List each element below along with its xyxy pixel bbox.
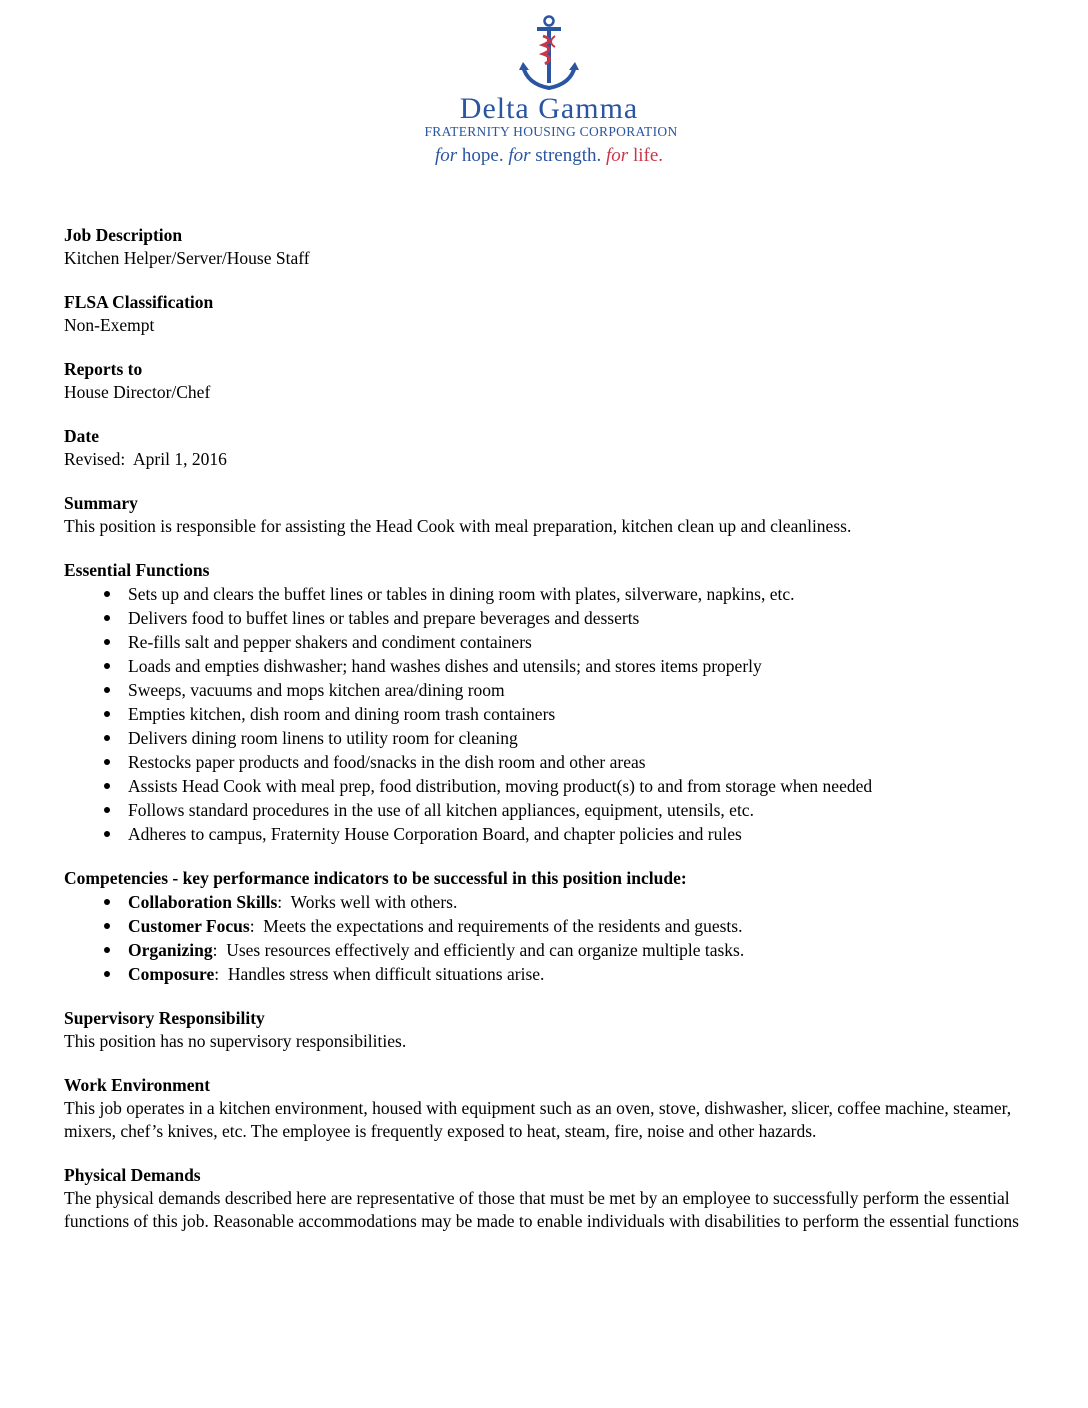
physical-demands-section	[64, 1164, 1034, 1233]
essential-functions-list	[64, 582, 1034, 846]
logo-subtitle: FRATERNITY HOUSING CORPORATION	[424, 124, 678, 139]
job-description-section	[64, 224, 1034, 270]
section-heading: Supervisory Responsibility	[64, 1008, 265, 1028]
list-item: Re-fills salt and pepper shakers and condiment containers	[64, 630, 1034, 654]
flsa-value: Non-Exempt	[64, 315, 155, 335]
summary-section	[64, 492, 1034, 538]
list-item: Restocks paper products and food/snacks in the dish room and other areas	[64, 750, 1034, 774]
competency-term: Organizing	[128, 940, 213, 960]
physical-demands-text: The physical demands described here are representative of those that must be met by an employee to successfully perform the essential functions of this job. Reasonable accommodations may be made to enable individuals with disabilities to perform the essential functions	[64, 1188, 1019, 1231]
flsa-section	[64, 291, 1034, 337]
list-item: Assists Head Cook with meal prep, food distribution, moving product(s) to and from storage when needed	[64, 774, 1034, 798]
document-body	[64, 224, 1034, 1254]
list-item: Adheres to campus, Fraternity House Corporation Board, and chapter policies and rules	[64, 822, 1034, 846]
summary-text: This position is responsible for assisting the Head Cook with meal preparation, kitchen clean up and cleanliness.	[64, 516, 852, 536]
competency-term: Collaboration Skills	[128, 892, 278, 912]
date-value: Revised: April 1, 2016	[64, 449, 227, 469]
work-environment-section	[64, 1074, 1034, 1143]
section-heading: Essential Functions	[64, 560, 210, 580]
list-item: Loads and empties dishwasher; hand washes dishes and utensils; and stores items properly	[64, 654, 1034, 678]
competencies-section	[64, 867, 1034, 986]
reports-to-section	[64, 358, 1034, 404]
list-item	[64, 890, 1034, 914]
supervisory-text: This position has no supervisory responsibilities.	[64, 1031, 407, 1051]
logo-tagline: for hope. for strength. for life.	[434, 145, 664, 166]
competencies-list	[64, 890, 1034, 986]
list-item: Delivers food to buffet lines or tables and prepare beverages and desserts	[64, 606, 1034, 630]
section-heading: Physical Demands	[64, 1165, 201, 1185]
section-heading: Competencies - key performance indicators to be successful in this position include:	[64, 868, 687, 888]
list-item	[64, 914, 1034, 938]
essential-functions-section	[64, 559, 1034, 846]
list-item: Sets up and clears the buffet lines or tables in dining room with plates, silverware, napkins, etc.	[64, 582, 1034, 606]
date-section	[64, 425, 1034, 471]
competency-desc: : Uses resources effectively and efficiently and can organize multiple tasks.	[212, 940, 745, 960]
section-heading: Work Environment	[64, 1075, 211, 1095]
list-item	[64, 938, 1034, 962]
section-heading: Date	[64, 426, 99, 446]
list-item: Empties kitchen, dish room and dining room trash containers	[64, 702, 1034, 726]
section-heading: FLSA Classification	[64, 292, 214, 312]
section-heading: Summary	[64, 493, 138, 513]
section-heading: Job Description	[64, 225, 183, 245]
list-item	[64, 962, 1034, 986]
list-item: Follows standard procedures in the use of all kitchen appliances, equipment, utensils, etc.	[64, 798, 1034, 822]
list-item: Delivers dining room linens to utility room for cleaning	[64, 726, 1034, 750]
logo-name: Delta Gamma	[459, 92, 639, 125]
competency-desc: : Handles stress when difficult situations arise.	[214, 964, 545, 984]
supervisory-section	[64, 1007, 1034, 1053]
work-environment-text: This job operates in a kitchen environment, housed with equipment such as an oven, stove, dishwasher, slicer, coffee machine, steamer, mixers, chef’s knives, etc. The employee is frequently exposed to heat, steam, fire, noise and other hazards.	[64, 1098, 1012, 1141]
job-title: Kitchen Helper/Server/House Staff	[64, 248, 310, 268]
delta-gamma-logo	[0, 14, 1088, 170]
reports-to-value: House Director/Chef	[64, 382, 211, 402]
competency-desc: : Meets the expectations and requirements of the residents and guests.	[249, 916, 743, 936]
competency-desc: : Works well with others.	[277, 892, 458, 912]
list-item: Sweeps, vacuums and mops kitchen area/dining room	[64, 678, 1034, 702]
competency-term: Customer Focus	[128, 916, 250, 936]
section-heading: Reports to	[64, 359, 143, 379]
competency-term: Composure	[128, 964, 215, 984]
anchor-icon	[517, 14, 581, 94]
